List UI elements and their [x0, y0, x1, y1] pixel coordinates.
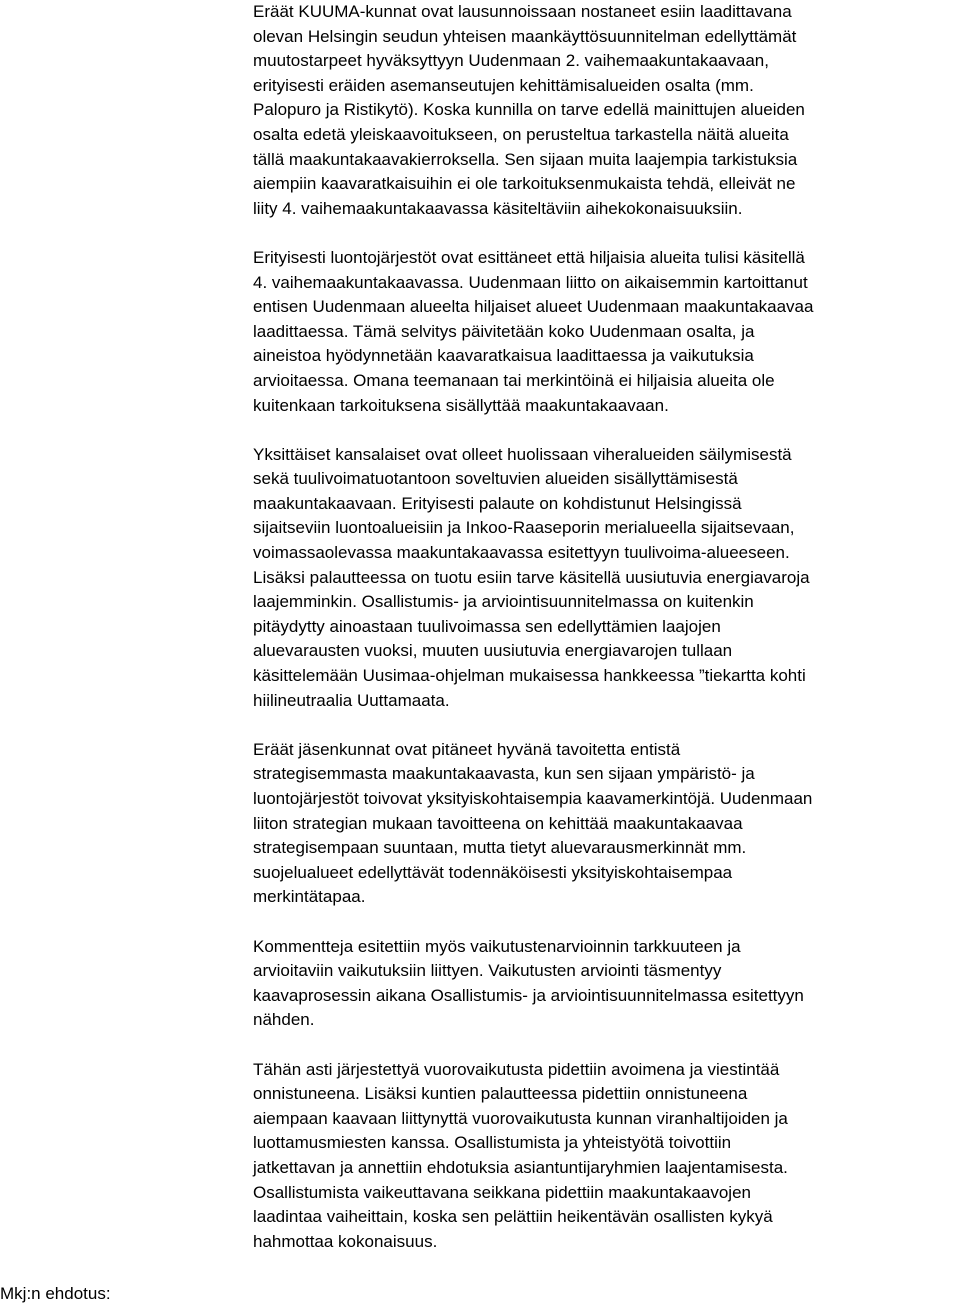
- paragraph-kuuma-municipalities: Eräät KUUMA-kunnat ovat lausunnoissaan nostaneet esiin laadittavana olevan Helsingin seudun yhteisen maankäyttösuunnitelman edellyttämät muutostarpeet hyväksyttyyn Uudenmaan 2. vaihemaakuntakaavaan, erityisesti eräiden asemanseutujen kehittämisalueiden osalta (mm. Palopuro ja Ristikytö). Koska kunnilla on tarve edellä mainittujen alueiden osalta edetä yleiskaavoitukseen, on perusteltua tarkastella näitä alueita tällä maakuntakaavakierroksella. Sen sijaan muita laajempia tarkistuksia aiempiin kaavaratkaisuihin ei ole tarkoituksenmukaista tehdä, elleivät ne liity 4. vaihemaakuntakaavassa käsiteltäviin aihekokonaisuuksiin.: [253, 2, 805, 218]
- proposal-label: Mkj:n ehdotus:: [0, 1284, 111, 1303]
- document-body: [253, 0, 953, 1254]
- paragraph-interaction: Tähän asti järjestettyä vuorovaikutusta pidettiin avoimena ja viestintää onnistuneena. Lisäksi kuntien palautteessa pidettiin onnistuneena aiempaan kaavaan liittynyttä vuorovaikutusta kunnan viranhaltijoiden ja luottamusmiesten kanssa. Osallistumista ja yhteistyötä toivottiin jatkettavan ja annettiin ehdotuksia asiantuntijaryhmien laajentamisesta. Osallistumista vaikeuttavana seikkana pidettiin maakuntakaavojen laadintaa vaiheittain, koska sen pelättiin heikentävän osallisten kykyä hahmottaa kokonaisuus.: [253, 1059, 788, 1251]
- paragraph-impact-assessment: Kommentteja esitettiin myös vaikutustenarvioinnin tarkkuuteen ja arvioitaviin vaikutuksiin liittyen. Vaikutusten arviointi täsmentyy kaavaprosessin aikana Osallistumis- ja arviointisuunnitelmassa esitettyyn nähden.: [253, 936, 804, 1030]
- paragraph-citizen-feedback: Yksittäiset kansalaiset ovat olleet huolissaan viheralueiden säilymisestä sekä tuulivoimatuotantoon soveltuvien alueiden sisällyttämisestä maakuntakaavaan. Erityisesti palaute on kohdistunut Helsingissä sijaitseviin luontoalueisiin ja Inkoo-Raaseporin merialueella sijaitsevaan, voimassaolevassa maakuntakaavassa esitettyyn tuulivoima-alueeseen. Lisäksi palautteessa on tuotu esiin tarve käsitellä uusiutuvia energiavaroja laajemminkin. Osallistumis- ja arviointisuunnitelmassa on kuitenkin pitäydytty ainoastaan tuulivoimassa sen edellyttämien laajojen aluevarausten vuoksi, muuten uusiutuvia energiavarojen tullaan käsittelemään Uusimaa-ohjelman mukaisessa hankkeessa ”tiekartta kohti hiilineutraalia Uuttamaata.: [253, 444, 810, 710]
- paragraph-strategic-plan: Eräät jäsenkunnat ovat pitäneet hyvänä tavoitetta entistä strategisemmasta maakuntakaavasta, kun sen sijaan ympäristö- ja luontojärjestöt toivovat yksityiskohtaisempia kaavamerkintöjä. Uudenmaan liiton strategian mukaan tavoitteena on kehittää maakuntakaavaa strategisempaan suuntaan, mutta tietyt aluevarausmerkinnät mm. suojelualueet edellyttävät todennäköisesti yksityiskohtaisempaa merkintätapaa.: [253, 739, 813, 907]
- paragraph-quiet-areas: Erityisesti luontojärjestöt ovat esittäneet että hiljaisia alueita tulisi käsitellä 4. vaihemaakuntakaavassa. Uudenmaan liitto on aikaisemmin kartoittanut entisen Uudenmaan alueelta hiljaiset alueet Uudenmaan maakuntakaavaa laadittaessa. Tämä selvitys päivitetään koko Uudenmaan osalta, ja aineistoa hyödynnetään kaavaratkaisua laadittaessa ja vaikutuksia arvioitaessa. Omana teemanaan tai merkintöinä ei hiljaisia alueita ole kuitenkaan tarkoituksena sisällyttää maakuntakaavaan.: [253, 247, 814, 415]
